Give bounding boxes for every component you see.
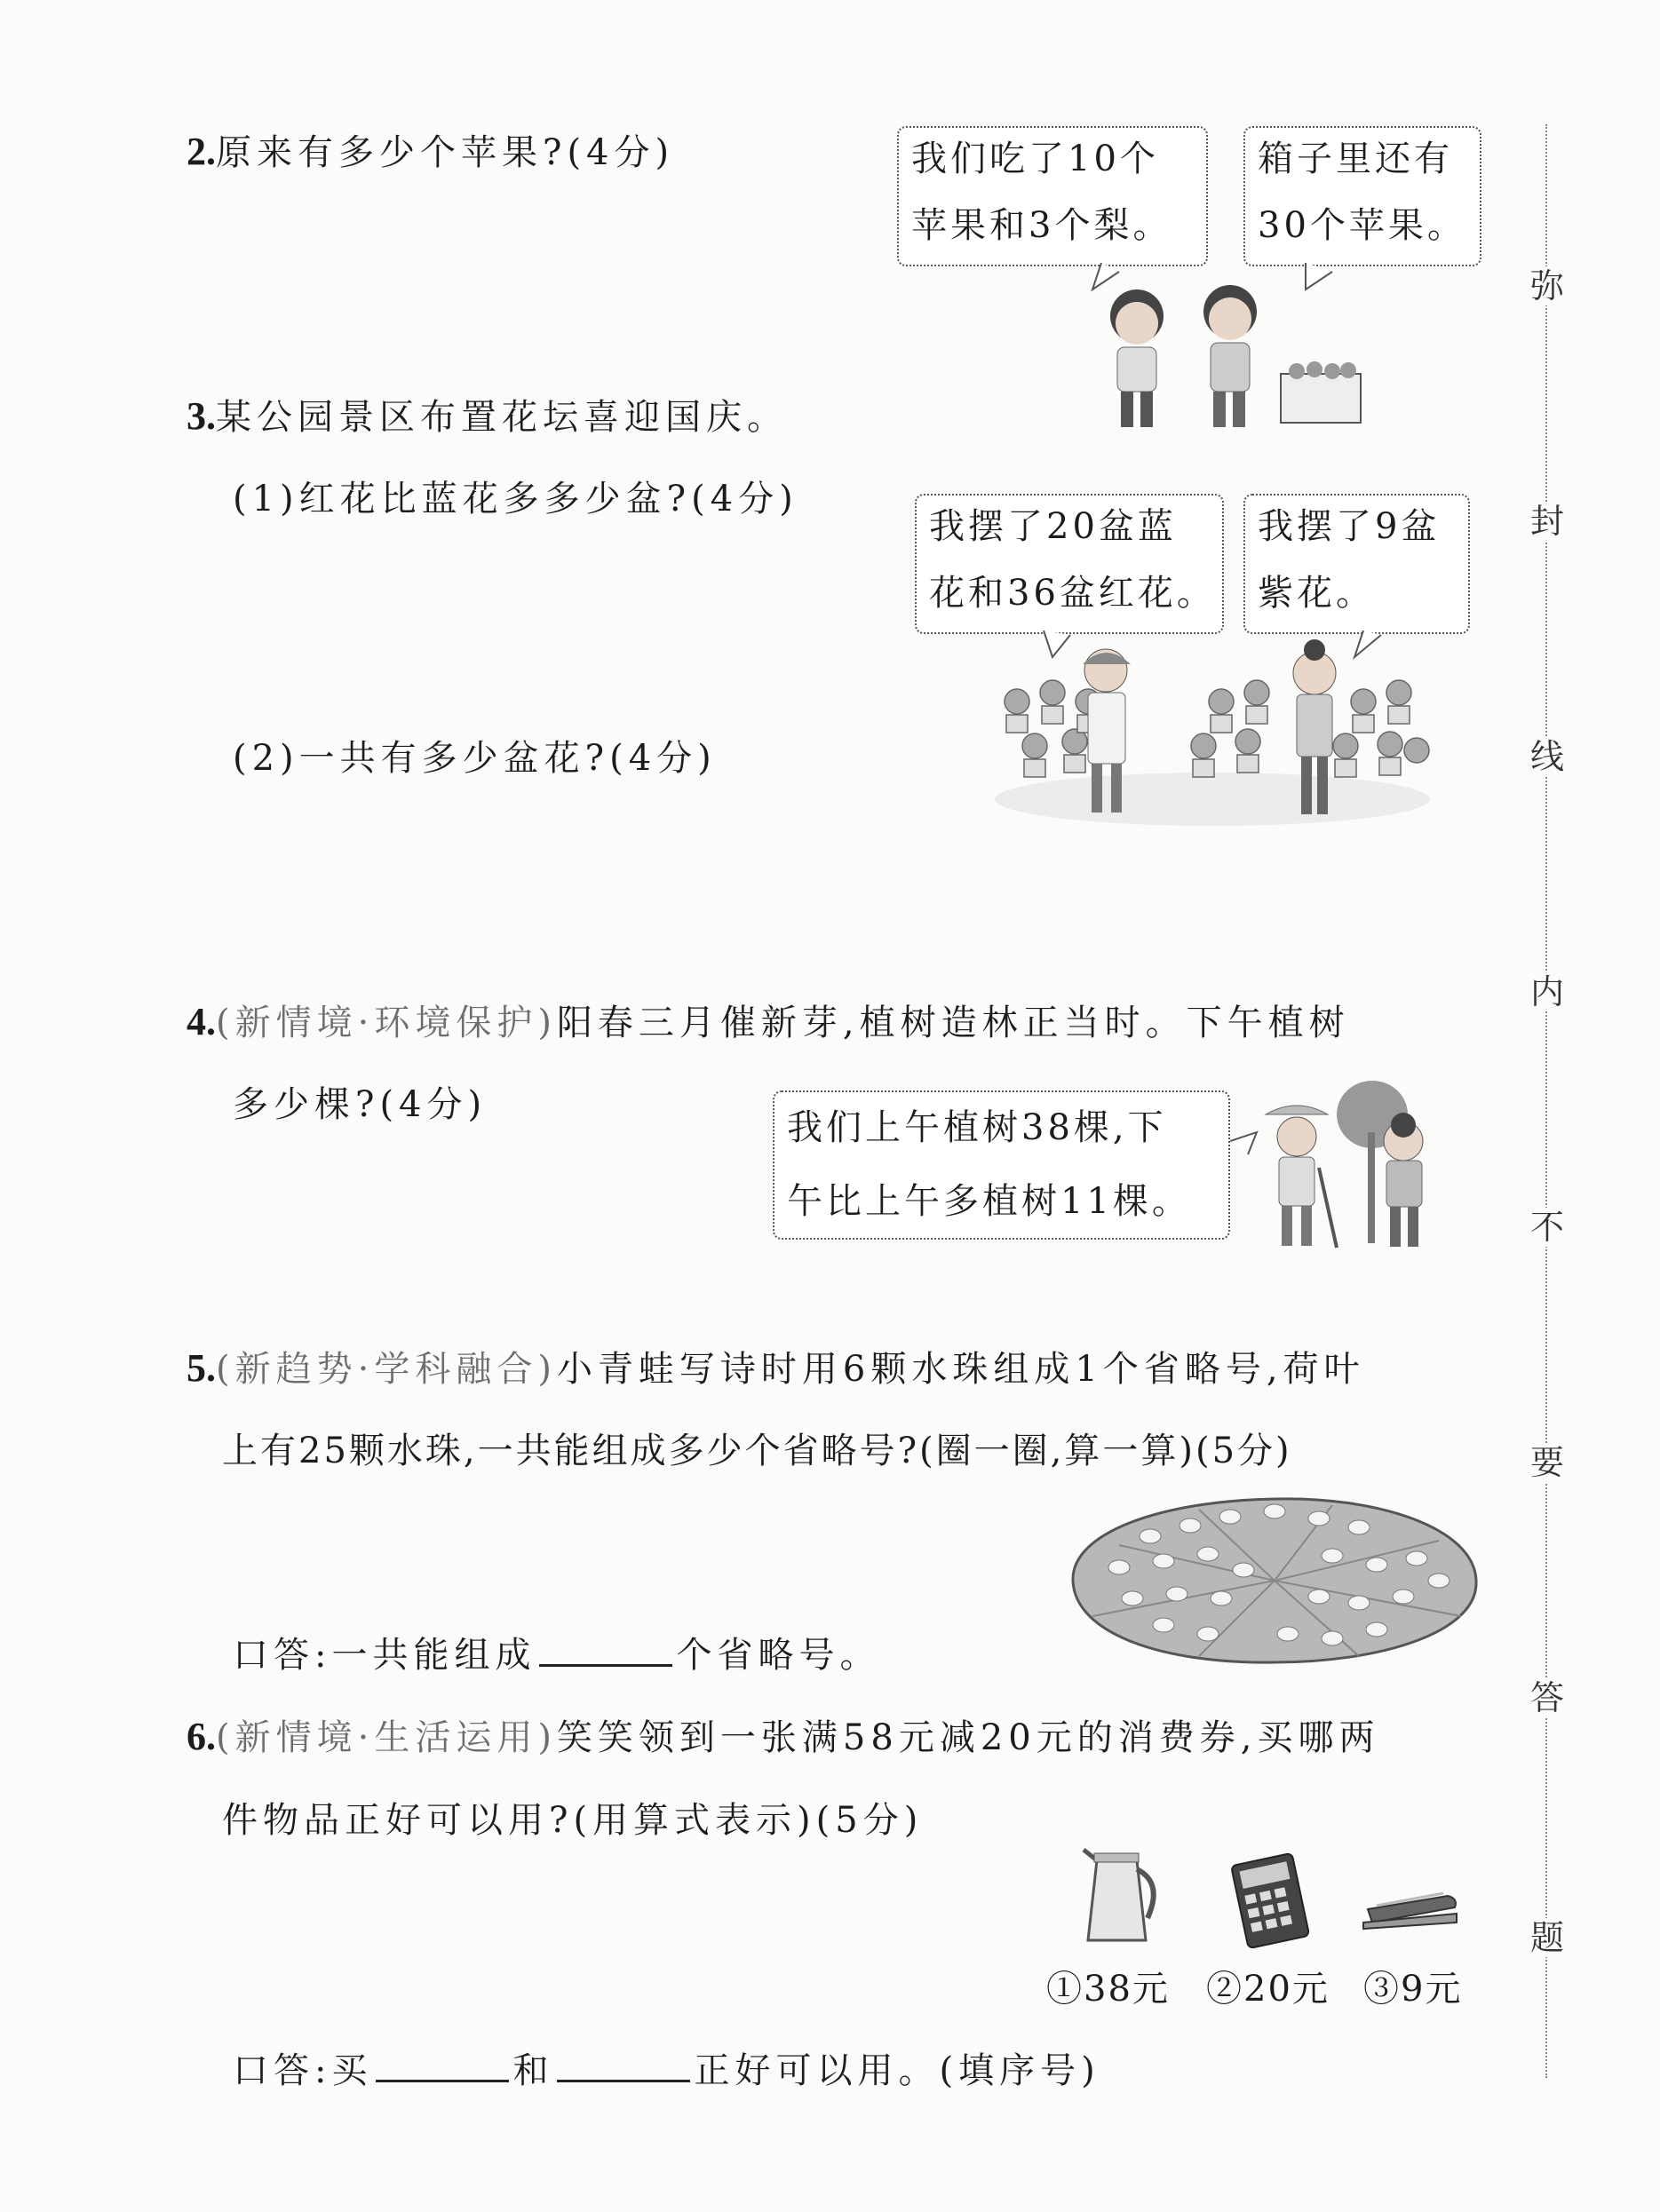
question-text: 某公园景区布置花坛喜迎国庆。 [216, 397, 788, 438]
question-tag: (新趋势·学科融合) [216, 1349, 557, 1390]
question-number: 5. [187, 1346, 216, 1390]
question-number: 2. [187, 130, 216, 173]
margin-char: 题 [1529, 1918, 1564, 1957]
question-text: 阳春三月催新芽,植树造林正当时。下午植树 [556, 1003, 1350, 1043]
answer-line: 口答:买 和 正好可以用。(填序号) [233, 2050, 1100, 2091]
item-price: ③9元 [1363, 1969, 1463, 2010]
speech-bubble: 我摆了9盆 紫花。 [1243, 494, 1470, 634]
question-3-part-1: (1)红花比蓝花多多少盆?(4分) [233, 479, 798, 519]
margin-char: 内 [1529, 972, 1564, 1011]
question-6 [187, 1709, 1379, 1760]
answer-line: 口答:一共能组成 个省略号。 [233, 1635, 881, 1676]
question-number: 4. [187, 1000, 216, 1043]
tree-planting-illustration [1230, 1079, 1461, 1257]
margin-char: 答 [1529, 1678, 1564, 1717]
answer-blank[interactable] [539, 1634, 672, 1667]
question-number: 6. [187, 1715, 216, 1758]
kettle-icon [1075, 1843, 1164, 1949]
speech-bubble: 我们吃了10个 苹果和3个梨。 [897, 126, 1208, 266]
question-5 [187, 1341, 1365, 1391]
margin-char: 要 [1529, 1443, 1564, 1482]
margin-char: 不 [1529, 1208, 1564, 1247]
question-text: 笑笑领到一张满58元减20元的消费券,买哪两 [556, 1717, 1380, 1758]
flower-pots-illustration [990, 630, 1434, 835]
answer-blank[interactable] [557, 2049, 690, 2082]
question-text: 原来有多少个苹果?(4分) [216, 132, 675, 173]
question-number: 3. [187, 394, 216, 438]
question-text-continued: 上有25颗水珠,一共能组成多少个省略号?(圈一圈,算一算)(5分) [222, 1431, 1292, 1471]
question-tag: (新情境·环境保护) [216, 1003, 557, 1043]
speech-bubble: 我摆了20盆蓝 花和36盆红花。 [915, 494, 1224, 634]
margin-char: 线 [1529, 737, 1564, 776]
stapler-icon [1359, 1874, 1465, 1936]
boys-with-apples-illustration [1039, 263, 1377, 440]
seal-line [1545, 124, 1547, 2078]
question-text-continued: 多少棵?(4分) [233, 1084, 488, 1125]
speech-bubble: 我们上午植树38棵,下 午比上午多植树11棵。 [773, 1090, 1230, 1240]
question-3 [187, 389, 788, 440]
item-price: ①38元 [1046, 1969, 1170, 2010]
item-price: ②20元 [1206, 1969, 1330, 2010]
margin-char: 弥 [1529, 266, 1564, 305]
question-tag: (新情境·生活运用) [216, 1717, 557, 1758]
question-4 [187, 995, 1350, 1045]
calculator-icon [1221, 1851, 1319, 1949]
margin-char: 封 [1529, 502, 1564, 541]
question-text: 小青蛙写诗时用6颗水珠组成1个省略号,荷叶 [556, 1349, 1365, 1390]
lotus-leaf-water-drops-illustration [1066, 1492, 1483, 1669]
answer-blank[interactable] [376, 2049, 509, 2082]
speech-bubble: 箱子里还有 30个苹果。 [1243, 126, 1481, 266]
question-2 [187, 124, 674, 175]
question-3-part-2: (2)一共有多少盆花?(4分) [233, 738, 717, 779]
question-text-continued: 件物品正好可以用?(用算式表示)(5分) [222, 1800, 924, 1841]
